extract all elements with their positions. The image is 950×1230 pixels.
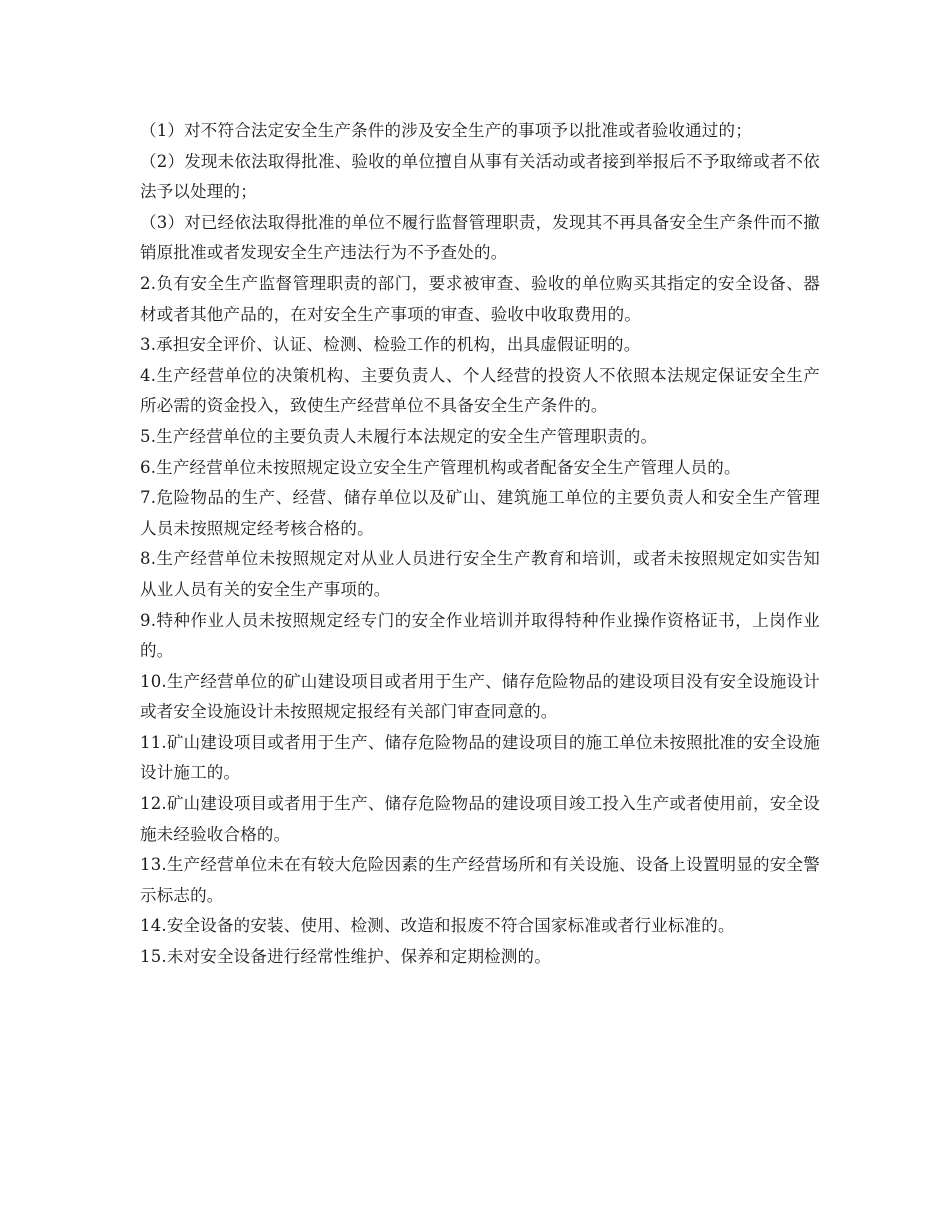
paragraph-item-12: 12.矿山建设项目或者用于生产、储存危险物品的建设项目竣工投入生产或者使用前，安全设施未经验收合格的。 — [140, 794, 820, 844]
paragraph-item-4: 4.生产经营单位的决策机构、主要负责人、个人经营的投资人不依照本法规定保证安全生产所必需的资金投入，致使生产经营单位不具备安全生产条件的。 — [140, 365, 820, 416]
paragraph-item-13: 13.生产经营单位未在有较大危险因素的生产经营场所和有关设施、设备上设置明显的安全警示标志的。 — [140, 855, 820, 905]
paragraph-3: （3）对已经依法取得批准的单位不履行监督管理职责，发现其不再具备安全生产条件而不撤销原批准或者发现安全生产违法行为不予查处的。 — [140, 212, 820, 263]
paragraph-item-8: 8.生产经营单位未按照规定对从业人员进行安全生产教育和培训，或者未按照规定如实告知从业人员有关的安全生产事项的。 — [140, 549, 820, 599]
paragraph-item-15: 15.未对安全设备进行经常性维护、保养和定期检测的。 — [140, 947, 551, 967]
paragraph-1: （1）对不符合法定安全生产条件的涉及安全生产的事项予以批准或者验收通过的； — [140, 121, 752, 140]
paragraph-item-3: 3.承担安全评价、认证、检测、检验工作的机构，出具虚假证明的。 — [140, 335, 641, 355]
paragraph-item-9: 9.特种作业人员未按照规定经专门的安全作业培训并取得特种作业操作资格证书，上岗作业的。 — [140, 610, 820, 661]
paragraph-item-10: 10.生产经营单位的矿山建设项目或者用于生产、储存危险物品的建设项目没有安全设施设计或者安全设施设计未按照规定报经有关部门审查同意的。 — [140, 671, 820, 722]
paragraph-item-5: 5.生产经营单位的主要负责人未履行本法规定的安全生产管理职责的。 — [140, 426, 658, 446]
paragraph-item-6: 6.生产经营单位未按照规定设立安全生产管理机构或者配备安全生产管理人员的。 — [140, 457, 741, 477]
document-body — [140, 116, 820, 973]
paragraph-item-14: 14.安全设备的安装、使用、检测、改造和报废不符合国家标准或者行业标准的。 — [140, 916, 735, 936]
paragraph-item-11: 11.矿山建设项目或者用于生产、储存危险物品的建设项目的施工单位未按照批准的安全设施设计施工的。 — [140, 732, 820, 783]
paragraph-item-7: 7.危险物品的生产、经营、储存单位以及矿山、建筑施工单位的主要负责人和安全生产管理人员未按照规定经考核合格的。 — [140, 488, 820, 538]
paragraph-2: （2）发现未依法取得批准、验收的单位擅自从事有关活动或者接到举报后不予取缔或者不依法予以处理的； — [140, 151, 820, 202]
paragraph-item-2: 2.负有安全生产监督管理职责的部门，要求被审查、验收的单位购买其指定的安全设备、器材或者其他产品的，在对安全生产事项的审查、验收中收取费用的。 — [140, 273, 820, 324]
